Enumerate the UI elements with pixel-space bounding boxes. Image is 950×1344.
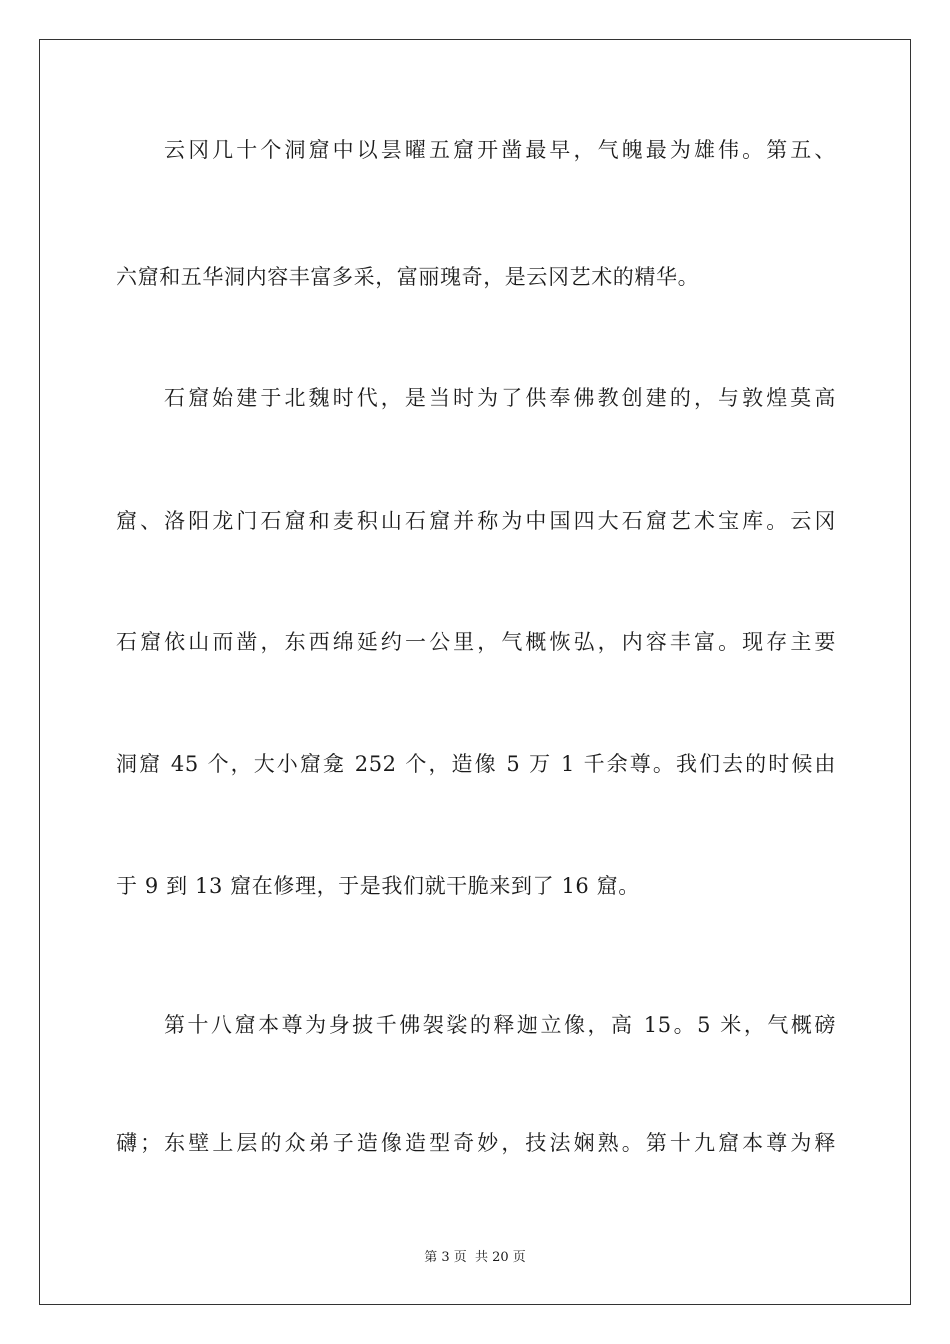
- paragraph-line: 六窟和五华洞内容丰富多采，富丽瑰奇，是云冈艺术的精华。: [116, 265, 700, 289]
- paragraph-line: 窟、洛阳龙门石窟和麦积山石窟并称为中国四大石窟艺术宝库。云冈: [116, 509, 836, 533]
- paragraph-line: 礴；东壁上层的众弟子造像造型奇妙，技法娴熟。第十九窟本尊为释: [116, 1131, 836, 1155]
- page-total: 共 20 页: [474, 1250, 526, 1265]
- paragraph-line: 洞窟 45 个，大小窟龛 252 个，造像 5 万 1 千余尊。我们去的时候由: [116, 752, 836, 776]
- page-number: 第 3 页: [424, 1250, 467, 1265]
- paragraph-line: 石窟始建于北魏时代，是当时为了供奉佛教创建的，与敦煌莫高: [164, 386, 836, 410]
- paragraph-line: 云冈几十个洞窟中以昙曜五窟开凿最早，气魄最为雄伟。第五、: [164, 138, 836, 162]
- paragraph-line: 石窟依山而凿，东西绵延约一公里，气概恢弘，内容丰富。现存主要: [116, 630, 836, 654]
- page-border: [39, 39, 911, 1305]
- paragraph-line: 第十八窟本尊为身披千佛袈裟的释迦立像，高 15。5 米，气概磅: [164, 1013, 836, 1037]
- paragraph-line: 于 9 到 13 窟在修理，于是我们就干脆来到了 16 窟。: [116, 874, 640, 898]
- page-footer: [0, 1246, 950, 1265]
